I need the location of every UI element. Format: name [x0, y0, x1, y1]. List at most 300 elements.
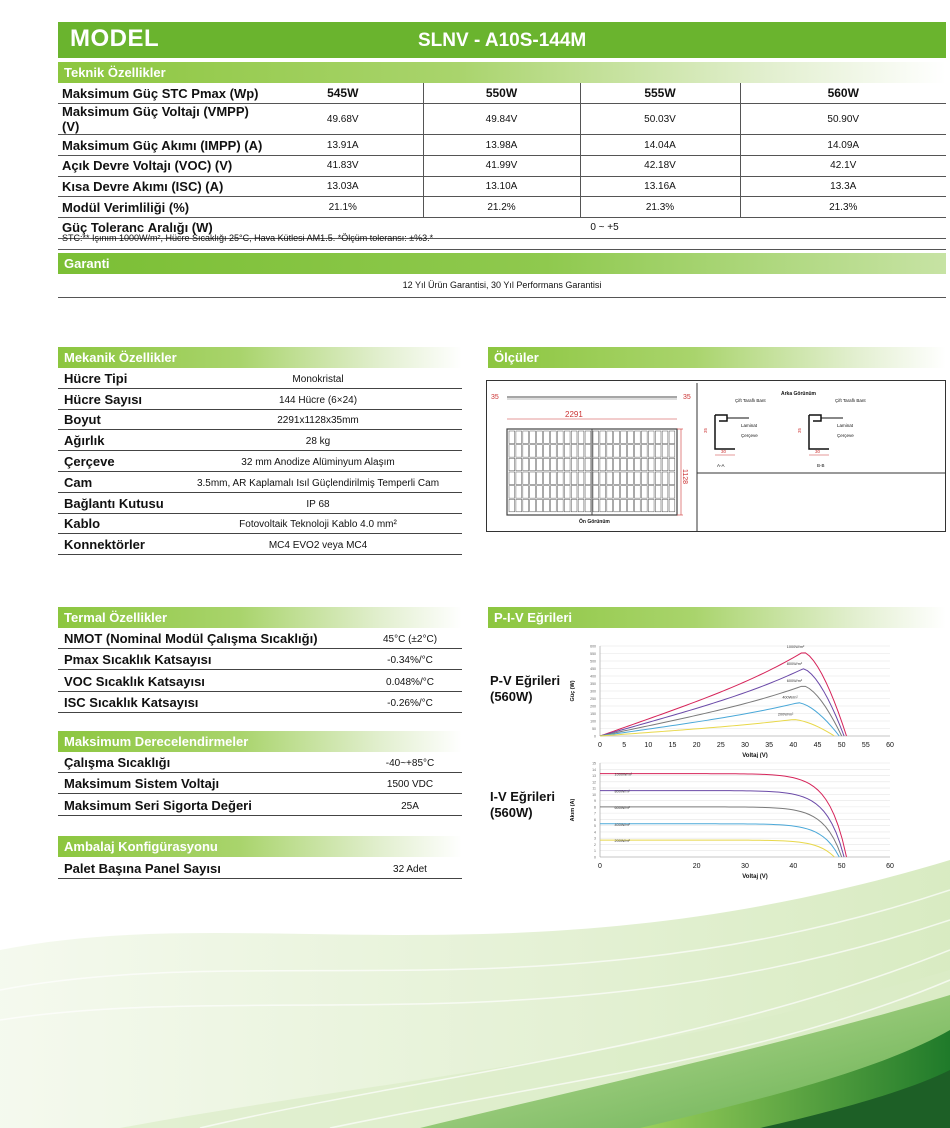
- solar-cell: [544, 458, 550, 470]
- y-tick-label: 600: [590, 644, 596, 649]
- mechanical-row-value: 2291x1128x35mm: [277, 415, 359, 427]
- y-tick-label: 14: [592, 767, 596, 772]
- solar-cell: [648, 458, 654, 470]
- solar-cell: [600, 431, 606, 443]
- solar-cell: [509, 472, 515, 484]
- y-tick-label: 500: [590, 659, 596, 664]
- y-tick-label: 50: [592, 727, 596, 731]
- solar-cell: [593, 431, 599, 443]
- solar-cell: [607, 458, 613, 470]
- stc-note-divider: [58, 249, 946, 250]
- solar-cell: [551, 472, 557, 484]
- solar-cell: [537, 431, 543, 443]
- thermal-row-value: 0.048%/°C: [386, 676, 434, 688]
- solar-cell: [564, 458, 570, 470]
- solar-cell: [578, 458, 584, 470]
- solar-cell: [585, 486, 591, 498]
- mechanical-section-title: Mekanik Özellikler: [58, 347, 462, 368]
- solar-cell: [628, 445, 634, 457]
- solar-cell: [600, 486, 606, 498]
- mechanical-row-value: Fotovoltaik Teknoloji Kablo 4.0 mm²: [239, 519, 397, 531]
- electrical-row: [58, 104, 946, 135]
- y-tick-label: 200: [590, 704, 596, 709]
- electrical-cell: 14.09A: [740, 135, 946, 156]
- mechanical-row-value: 3.5mm, AR Kaplamalı Isıl Güçlendirilmiş Temperli Cam: [196, 477, 440, 489]
- electrical-cell: 42.1V: [740, 155, 946, 176]
- electrical-cell: 13.03A: [263, 176, 423, 197]
- mechanical-row-label: Kablo: [64, 516, 101, 532]
- solar-cell: [662, 445, 668, 457]
- mechanical-row-label: Cam: [64, 474, 93, 490]
- solar-cell: [655, 458, 661, 470]
- x-axis-label: Voltaj (V): [742, 874, 768, 880]
- solar-cell: [530, 499, 536, 511]
- solar-cell: [641, 445, 647, 457]
- solar-cell: [578, 431, 584, 443]
- electrical-cell: 49.84V: [423, 104, 580, 135]
- mechanical-row-label: Konnektörler: [64, 537, 145, 553]
- svg-text:Laminat: Laminat: [741, 423, 758, 428]
- thermal-row: [58, 628, 462, 649]
- x-tick-label: 0: [598, 863, 602, 870]
- electrical-cell: 50.03V: [580, 104, 740, 135]
- solar-cell: [516, 472, 522, 484]
- solar-cell: [551, 445, 557, 457]
- solar-cell: [662, 458, 668, 470]
- y-tick-label: 13: [592, 774, 596, 779]
- y-tick-label: 5: [594, 824, 596, 829]
- solar-cell: [571, 472, 577, 484]
- y-axis-label: Güç (W): [570, 680, 576, 702]
- electrical-cell: 21.2%: [423, 197, 580, 218]
- solar-cell: [593, 472, 599, 484]
- solar-cell: [600, 472, 606, 484]
- thermal-row-label: VOC Sıcaklık Katsayısı: [64, 673, 205, 689]
- series-label: 200W/m²: [777, 712, 794, 717]
- tolerance-value: 0 ~ +5: [263, 217, 946, 238]
- solar-cell: [571, 445, 577, 457]
- mechanical-row-label: Çerçeve: [64, 453, 115, 469]
- solar-cell: [635, 499, 641, 511]
- dim-left-35: 35: [491, 394, 499, 401]
- solar-cell: [641, 499, 647, 511]
- solar-cell: [571, 458, 577, 470]
- stc-note: STC:** Işınım 1000W/m², Hücre Sıcaklığı 25°C, Hava Kütlesi AM1.5. *Ölçüm toleransı: ±%3.*: [62, 233, 434, 243]
- svg-text:Laminat: Laminat: [837, 423, 854, 428]
- electrical-cell: 21.3%: [580, 197, 740, 218]
- series-line: [600, 840, 834, 857]
- solar-cell: [648, 472, 654, 484]
- solar-cell: [600, 499, 606, 511]
- y-tick-label: 300: [590, 689, 596, 694]
- solar-cell: [551, 431, 557, 443]
- solar-cell: [564, 431, 570, 443]
- solar-cell: [669, 431, 675, 443]
- solar-cell: [516, 486, 522, 498]
- solar-cell: [537, 458, 543, 470]
- x-tick-label: 5: [622, 742, 627, 749]
- pv-chart-title: P-V Eğrileri (560W): [490, 673, 561, 704]
- solar-cell: [635, 486, 641, 498]
- solar-cell: [509, 486, 515, 498]
- mechanical-row: [58, 389, 462, 410]
- solar-cell: [655, 431, 661, 443]
- solar-cell: [662, 472, 668, 484]
- mechanical-row: [58, 514, 462, 535]
- back-view-label: Arka Görünüm: [781, 391, 817, 397]
- solar-cell: [578, 472, 584, 484]
- thermal-section-title: Termal Özellikler: [58, 607, 462, 628]
- packaging-row: [58, 857, 462, 879]
- solar-cell: [564, 472, 570, 484]
- solar-cell: [621, 499, 627, 511]
- solar-cell: [557, 472, 563, 484]
- x-tick-label: 40: [789, 863, 798, 870]
- svg-text:35: 35: [703, 427, 708, 433]
- solar-cell: [655, 486, 661, 498]
- ratings-row: [58, 794, 462, 815]
- electrical-row-label: Açık Devre Voltajı (VOC) (V): [58, 155, 263, 176]
- solar-cell: [571, 486, 577, 498]
- series-label: 400W/m²: [614, 822, 630, 827]
- electrical-row-label: Maksimum Güç STC Pmax (Wp): [58, 83, 263, 104]
- solar-cell: [648, 486, 654, 498]
- model-code: SLNV - A10S-144M: [418, 30, 587, 51]
- mechanical-row-value: 32 mm Anodize Alüminyum Alaşım: [241, 456, 395, 468]
- mechanical-row-value: MC4 EVO2 veya MC4: [268, 540, 368, 552]
- dim-height-label: 1128: [681, 469, 688, 485]
- solar-cell: [607, 431, 613, 443]
- x-tick-label: 55: [861, 742, 870, 749]
- series-line: [600, 720, 834, 736]
- ratings-row: [58, 752, 462, 773]
- mechanical-row: [58, 410, 462, 431]
- ratings-row-value: -40~+85°C: [385, 758, 435, 770]
- solar-cell: [509, 431, 515, 443]
- electrical-row-label: Kısa Devre Akımı (ISC) (A): [58, 176, 263, 197]
- svg-text:Çerçeve: Çerçeve: [741, 433, 758, 438]
- mechanical-row-label: Boyut: [64, 412, 101, 428]
- solar-cell: [544, 445, 550, 457]
- y-tick-label: 550: [590, 652, 596, 656]
- ratings-row-value: 1500 VDC: [386, 779, 434, 791]
- solar-cell: [614, 472, 620, 484]
- solar-cell: [530, 472, 536, 484]
- panel-dimension-diagram: [487, 381, 945, 531]
- solar-cell: [578, 486, 584, 498]
- solar-cell: [628, 499, 634, 511]
- series-label: 600W/m²: [786, 678, 803, 683]
- solar-cell: [516, 458, 522, 470]
- series-label: 400W/m²: [782, 695, 798, 700]
- series-label: 600W/m²: [614, 805, 630, 810]
- mechanical-row: [58, 534, 462, 555]
- mechanical-row: [58, 493, 462, 514]
- x-tick-label: 35: [765, 742, 774, 749]
- svg-text:35: 35: [797, 427, 802, 433]
- solar-cell: [585, 499, 591, 511]
- solar-cell: [655, 445, 661, 457]
- solar-cell: [557, 445, 563, 457]
- electrical-cell: 42.18V: [580, 155, 740, 176]
- electrical-cell: 13.91A: [263, 135, 423, 156]
- solar-cell: [628, 472, 634, 484]
- x-tick-label: 30: [741, 863, 749, 870]
- electrical-row-label: Maksimum Güç Akımı (IMPP) (A): [58, 135, 263, 156]
- svg-text:Çerçeve: Çerçeve: [837, 433, 854, 438]
- y-axis-label: Akım (A): [570, 798, 576, 822]
- iv-chart-title: I-V Eğrileri (560W): [490, 789, 556, 820]
- x-tick-label: 0: [598, 742, 602, 749]
- solar-cell: [509, 445, 515, 457]
- mechanical-row-label: Hücre Sayısı: [64, 391, 143, 407]
- y-tick-label: 250: [590, 697, 596, 701]
- electrical-cell: 21.1%: [263, 197, 423, 218]
- solar-cell: [648, 445, 654, 457]
- section-b-label: B-B: [817, 463, 825, 468]
- solar-cell: [537, 472, 543, 484]
- electrical-section-title: Teknik Özellikler: [58, 62, 946, 83]
- ratings-row-label: Maksimum Seri Sigorta Değeri: [64, 797, 252, 813]
- electrical-cell: 13.16A: [580, 176, 740, 197]
- x-axis-label: Voltaj (V): [742, 753, 768, 758]
- electrical-cell: 50.90V: [740, 104, 946, 135]
- solar-cell: [516, 445, 522, 457]
- solar-cell: [614, 431, 620, 443]
- solar-cell: [509, 458, 515, 470]
- piv-section-title: P-I-V Eğrileri: [488, 607, 946, 628]
- solar-cell: [614, 499, 620, 511]
- solar-cell: [635, 445, 641, 457]
- ratings-row-value: 25A: [401, 800, 419, 812]
- y-tick-label: 4: [594, 830, 596, 835]
- solar-cell: [662, 499, 668, 511]
- thermal-row: [58, 670, 462, 691]
- solar-cell: [614, 445, 620, 457]
- solar-cell: [557, 458, 563, 470]
- solar-cell: [530, 431, 536, 443]
- solar-cell: [628, 486, 634, 498]
- electrical-cell: 41.83V: [263, 155, 423, 176]
- mechanical-row-value: Monokristal: [292, 373, 344, 385]
- y-tick-label: 150: [590, 712, 596, 716]
- thermal-row-value: -0.26%/°C: [387, 697, 433, 709]
- warranty-text: 12 Yıl Ürün Garantisi, 30 Yıl Performans Garantisi: [402, 280, 602, 290]
- mechanical-row-value: 28 kg: [305, 436, 331, 448]
- x-tick-label: 60: [886, 863, 894, 870]
- solar-cell: [523, 458, 529, 470]
- electrical-cell: 14.04A: [580, 135, 740, 156]
- series-label: 1000W/m²: [614, 772, 633, 777]
- solar-cell: [641, 431, 647, 443]
- solar-cell: [648, 499, 654, 511]
- dimensions-section-title: Ölçüler: [488, 347, 946, 368]
- solar-cell: [557, 499, 563, 511]
- electrical-row: [58, 155, 946, 176]
- solar-cell: [585, 458, 591, 470]
- solar-cell: [530, 445, 536, 457]
- series-label: 800W/m²: [614, 789, 630, 794]
- x-tick-label: 50: [837, 742, 846, 749]
- x-tick-label: 10: [644, 742, 653, 749]
- solar-cell: [516, 431, 522, 443]
- solar-cell: [544, 431, 550, 443]
- tolerance-label: Güç Toleranс Aralığı (W): [58, 217, 263, 238]
- electrical-cell: 560W: [740, 83, 946, 104]
- electrical-cell: 555W: [580, 83, 740, 104]
- solar-cell: [564, 445, 570, 457]
- y-tick-label: 8: [594, 805, 596, 810]
- pv-curves-chart: [564, 640, 904, 758]
- solar-cell: [557, 486, 563, 498]
- y-tick-label: 450: [590, 667, 596, 671]
- solar-cell: [571, 431, 577, 443]
- solar-cell: [530, 486, 536, 498]
- solar-cell: [641, 472, 647, 484]
- solar-cell: [544, 499, 550, 511]
- solar-cell: [648, 431, 654, 443]
- electrical-cell: 21.3%: [740, 197, 946, 218]
- thermal-row-label: ISC Sıcaklık Katsayısı: [64, 694, 199, 710]
- solar-cell: [551, 458, 557, 470]
- mechanical-row: [58, 430, 462, 451]
- dim-right-35: 35: [683, 394, 691, 401]
- solar-cell: [621, 472, 627, 484]
- solar-cell: [530, 458, 536, 470]
- series-label: 1000W/m²: [786, 645, 805, 649]
- solar-cell: [600, 458, 606, 470]
- solar-cell: [523, 445, 529, 457]
- section-b-drawing: [797, 398, 866, 468]
- series-label: 800W/m²: [786, 661, 803, 666]
- solar-cell: [641, 486, 647, 498]
- solar-cell: [669, 445, 675, 457]
- warranty-divider: [58, 297, 946, 298]
- solar-cell: [551, 499, 557, 511]
- solar-cell: [614, 486, 620, 498]
- svg-text:30: 30: [721, 449, 727, 454]
- y-tick-label: 0: [594, 734, 596, 739]
- solar-cell: [593, 499, 599, 511]
- solar-cell: [578, 445, 584, 457]
- electrical-cell: 41.99V: [423, 155, 580, 176]
- solar-cell: [641, 458, 647, 470]
- model-header-bar: [58, 22, 946, 58]
- solar-cell: [544, 486, 550, 498]
- front-view-label: Ön Görünüm: [579, 519, 610, 525]
- solar-cell: [628, 458, 634, 470]
- solar-cell: [607, 472, 613, 484]
- electrical-cell: 550W: [423, 83, 580, 104]
- solar-cell: [669, 499, 675, 511]
- thermal-row-value: 45°C (±2°C): [382, 634, 438, 646]
- electrical-row: [58, 176, 946, 197]
- solar-cell: [628, 431, 634, 443]
- thermal-row: [58, 649, 462, 670]
- solar-cell: [607, 486, 613, 498]
- solar-cell: [621, 458, 627, 470]
- y-tick-label: 7: [594, 811, 596, 816]
- x-tick-label: 60: [886, 742, 894, 749]
- ratings-row-label: Maksimum Sistem Voltajı: [64, 776, 220, 792]
- solar-cell: [537, 445, 543, 457]
- electrical-row: [58, 83, 946, 104]
- electrical-table: [58, 83, 946, 239]
- solar-cell: [655, 472, 661, 484]
- y-tick-label: 2: [594, 842, 596, 847]
- y-tick-label: 15: [592, 761, 596, 766]
- y-tick-label: 350: [590, 682, 596, 686]
- solar-cell: [523, 486, 529, 498]
- solar-cell: [585, 431, 591, 443]
- y-tick-label: 6: [594, 817, 596, 822]
- solar-cell: [537, 499, 543, 511]
- mechanical-row: [58, 451, 462, 472]
- series-label: 200W/m²: [614, 839, 630, 844]
- solar-cell: [635, 431, 641, 443]
- solar-cell: [578, 499, 584, 511]
- ratings-section-title: Maksimum Derecelendirmeler: [58, 731, 462, 752]
- x-tick-label: 30: [741, 742, 749, 749]
- solar-cell: [585, 445, 591, 457]
- solar-cell: [655, 499, 661, 511]
- thermal-row: [58, 692, 462, 713]
- solar-cell: [523, 499, 529, 511]
- y-tick-label: 400: [590, 674, 596, 679]
- solar-cell: [600, 445, 606, 457]
- solar-cell: [509, 499, 515, 511]
- iv-curves-chart: [564, 757, 904, 881]
- solar-cell: [551, 486, 557, 498]
- section-a-drawing: [703, 398, 766, 468]
- solar-cell: [593, 486, 599, 498]
- model-label: MODEL: [70, 25, 160, 52]
- solar-cell: [621, 445, 627, 457]
- solar-cell: [557, 431, 563, 443]
- y-tick-label: 100: [590, 719, 596, 724]
- mechanical-row: [58, 368, 462, 389]
- y-tick-label: 1: [594, 849, 596, 854]
- ratings-row: [58, 773, 462, 794]
- solar-cell: [607, 499, 613, 511]
- x-tick-label: 25: [716, 742, 725, 749]
- solar-cell: [669, 472, 675, 484]
- solar-cell: [614, 458, 620, 470]
- solar-cell: [523, 431, 529, 443]
- warranty-section-title: Garanti: [58, 253, 946, 274]
- mechanical-row-value: IP 68: [306, 498, 330, 510]
- solar-cell: [635, 458, 641, 470]
- x-tick-label: 15: [668, 742, 677, 749]
- solar-cell: [593, 445, 599, 457]
- solar-cell: [571, 499, 577, 511]
- electrical-cell: 13.98A: [423, 135, 580, 156]
- y-tick-label: 3: [594, 836, 596, 841]
- electrical-row: [58, 135, 946, 156]
- packaging-row-value: 32 Adet: [393, 864, 427, 875]
- x-tick-label: 50: [837, 863, 846, 870]
- solar-cell: [621, 486, 627, 498]
- solar-cell: [635, 472, 641, 484]
- electrical-row-label: Maksimum Güç Voltajı (VMPP) (V): [58, 104, 263, 135]
- electrical-cell: 13.3A: [740, 176, 946, 197]
- solar-cell: [564, 499, 570, 511]
- y-tick-label: 9: [594, 799, 596, 804]
- solar-cell: [669, 486, 675, 498]
- electrical-row: [58, 197, 946, 218]
- electrical-cell: 13.10A: [423, 176, 580, 197]
- packaging-section-title: Ambalaj Konfigürasyonu: [58, 836, 462, 857]
